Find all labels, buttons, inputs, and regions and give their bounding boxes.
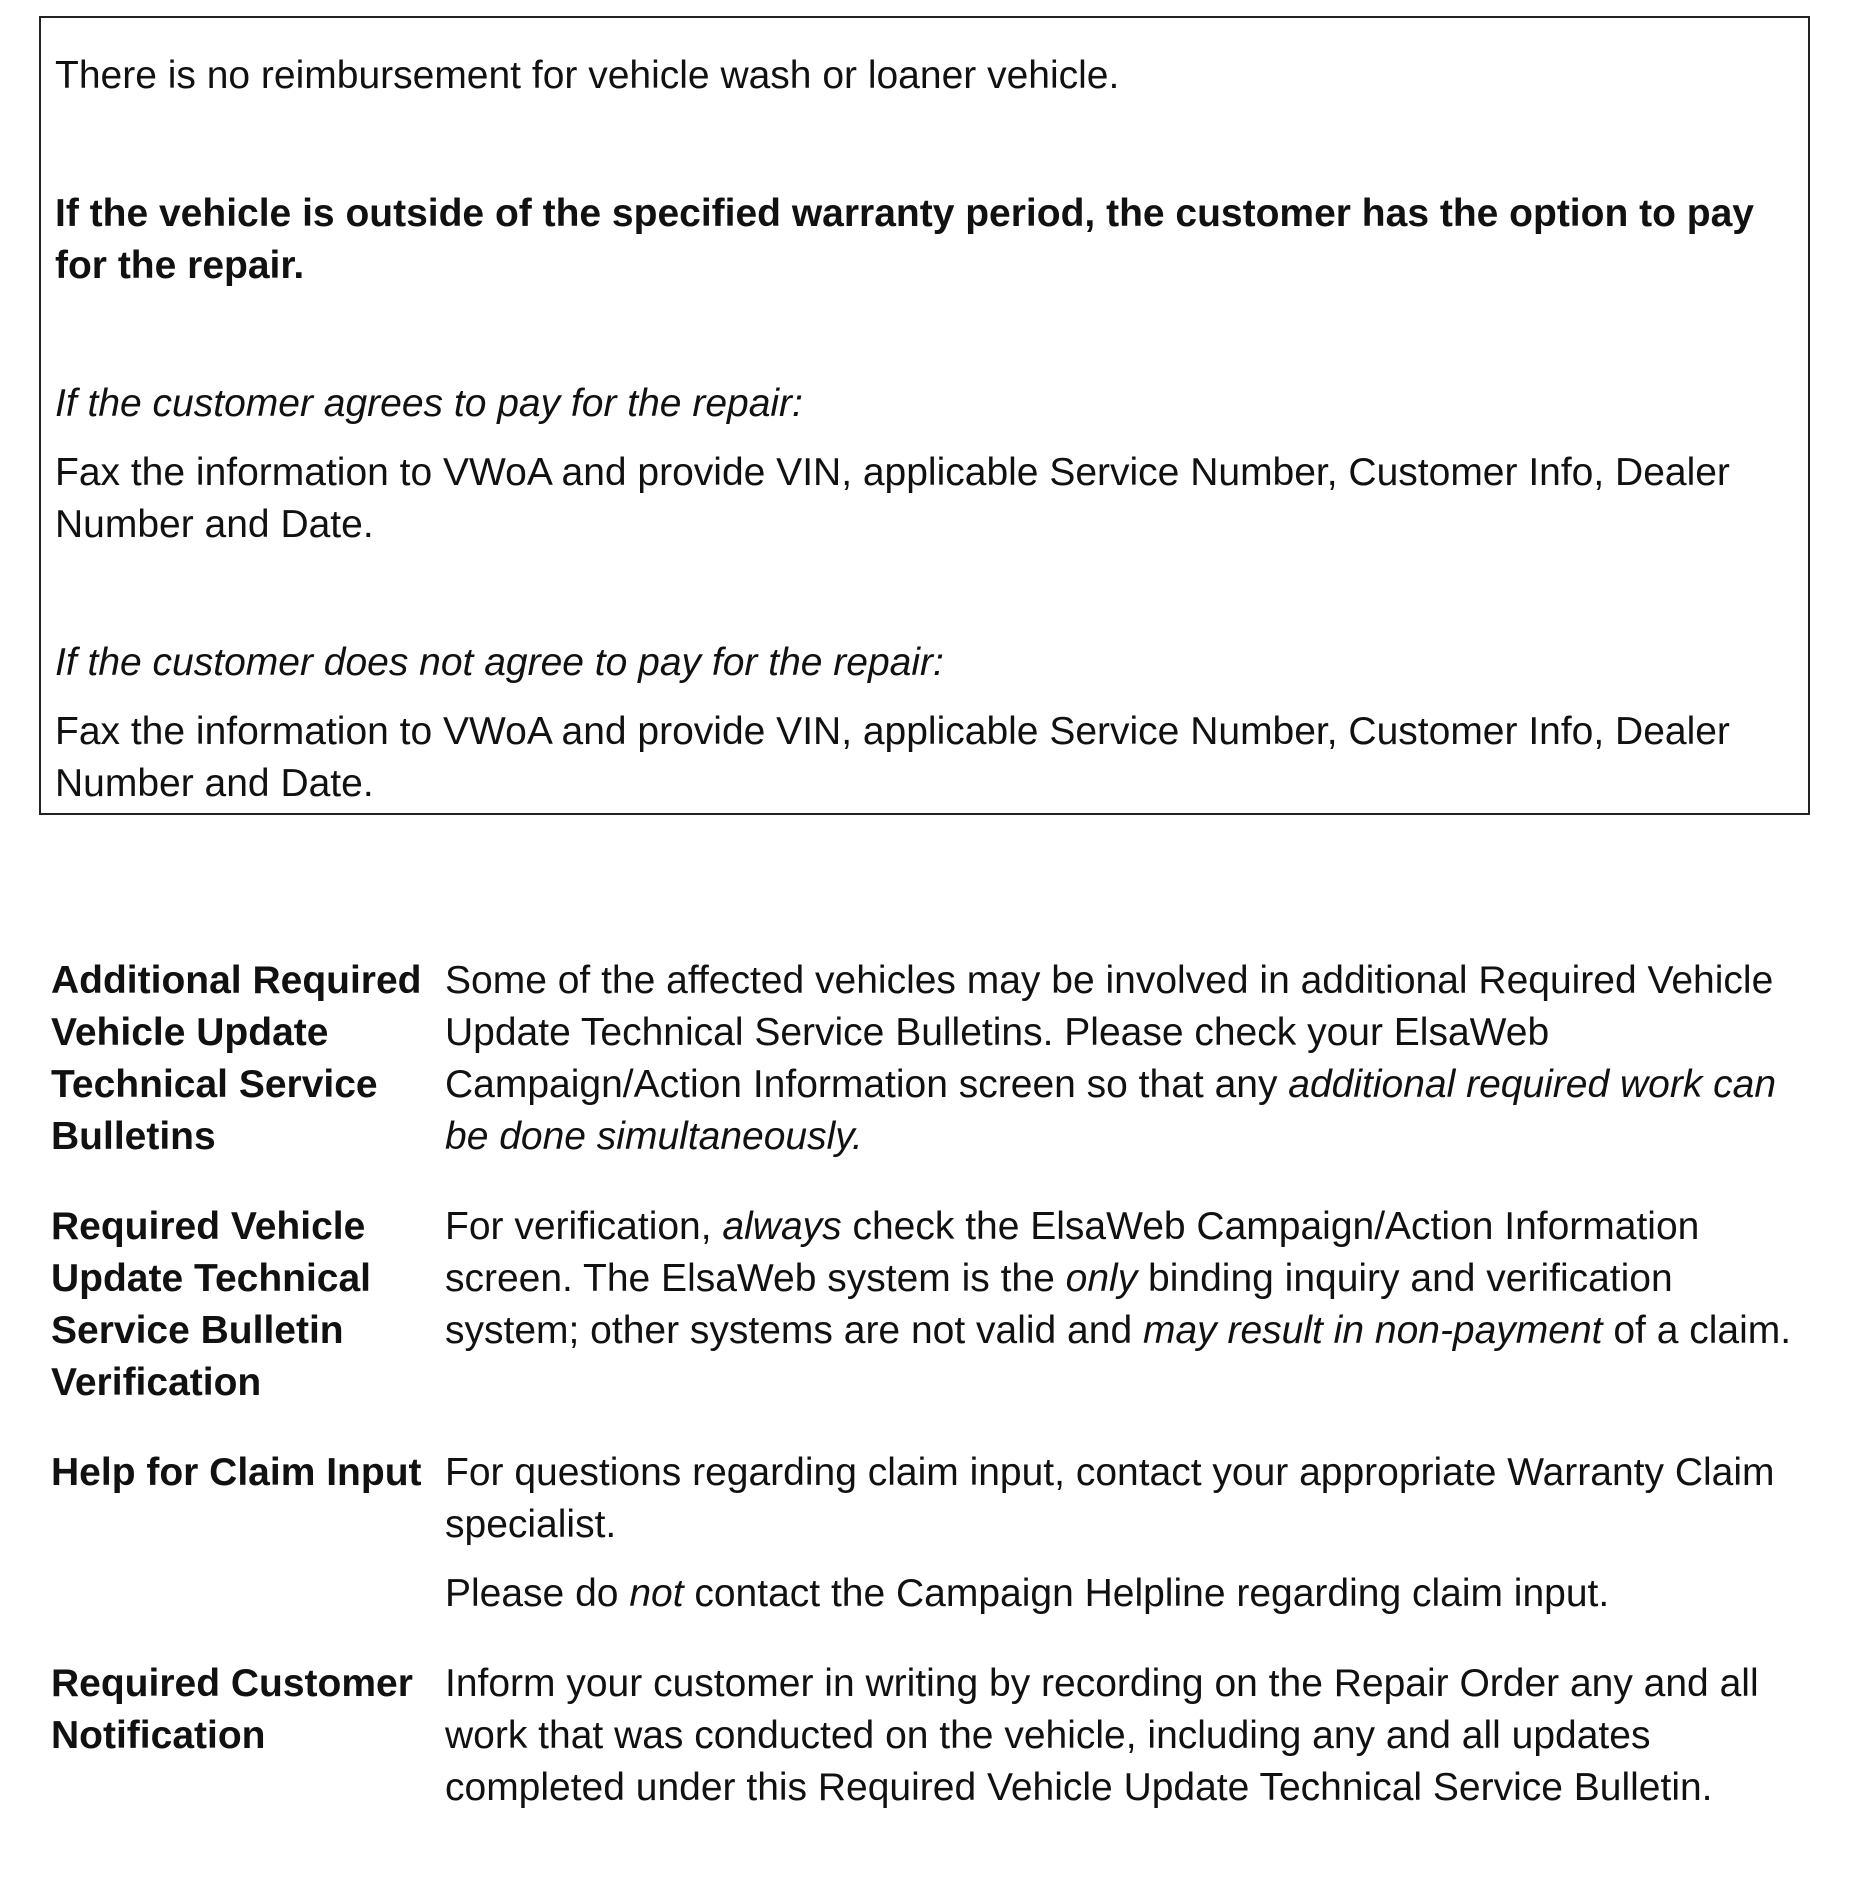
verification-label: Required Vehicle Update Technical Service Bulletin Verification bbox=[51, 1205, 372, 1404]
verification-text-part-1: For verification, bbox=[445, 1205, 723, 1248]
additional-bulletins-text-emphasis: additional required work can be done simultaneously. bbox=[445, 1063, 1777, 1158]
claim-help-row bbox=[51, 1447, 1811, 1620]
customer-notification-row bbox=[51, 1658, 1811, 1814]
claim-help-helpline-part-1: Please do bbox=[445, 1572, 630, 1615]
claim-help-helpline-text bbox=[445, 1568, 1811, 1620]
claim-help-helpline-part-2: contact the Campaign Helpline regarding claim input. bbox=[683, 1572, 1610, 1615]
verification-text-non-payment: may result in non-payment bbox=[1142, 1309, 1603, 1352]
verification-text-part-4: of a claim. bbox=[1602, 1309, 1792, 1352]
additional-bulletins-content bbox=[445, 955, 1811, 1163]
claim-help-label: Help for Claim Input bbox=[51, 1451, 422, 1494]
verification-text bbox=[445, 1201, 1811, 1357]
customer-notification-text: Inform your customer in writing by recording on the Repair Order any and all work that was conducted on the vehicle, including any and all updates completed under this Required Vehicle Update Technical Service Bulletin. bbox=[445, 1662, 1759, 1809]
customer-disagrees-instructions: Fax the information to VWoA and provide VIN, applicable Service Number, Customer Info, Dealer Number and Date. bbox=[55, 710, 1730, 805]
additional-bulletins-text-main: Some of the affected vehicles may be involved in additional Required Vehicle Update Technical Service Bulletins. Please check your ElsaWeb Campaign/Action Information screen so that any bbox=[445, 959, 1774, 1106]
reimbursement-notice-box bbox=[39, 16, 1810, 815]
additional-bulletins-row bbox=[51, 955, 1811, 1163]
verification-row bbox=[51, 1201, 1811, 1409]
bulletin-info-table bbox=[51, 955, 1811, 1814]
warranty-period-note: If the vehicle is outside of the specified warranty period, the customer has the option to pay for the repair. bbox=[55, 192, 1754, 287]
verification-text-always: always bbox=[722, 1205, 842, 1248]
claim-help-contact-text: For questions regarding claim input, contact your appropriate Warranty Claim specialist. bbox=[445, 1451, 1775, 1546]
customer-notification-label: Required Customer Notification bbox=[51, 1662, 413, 1757]
verification-text-only: only bbox=[1065, 1257, 1138, 1300]
customer-agrees-instructions: Fax the information to VWoA and provide VIN, applicable Service Number, Customer Info, Dealer Number and Date. bbox=[55, 451, 1730, 546]
claim-help-helpline-not: not bbox=[629, 1572, 684, 1615]
verification-text-part-2: check the ElsaWeb Campaign/Action Information screen. The ElsaWeb system is the bbox=[445, 1205, 1700, 1300]
claim-help-content bbox=[445, 1447, 1811, 1620]
customer-notification-content bbox=[445, 1658, 1811, 1814]
customer-disagrees-heading: If the customer does not agree to pay for the repair: bbox=[55, 641, 944, 684]
no-reimbursement-text: There is no reimbursement for vehicle wash or loaner vehicle. bbox=[55, 54, 1120, 97]
verification-content bbox=[445, 1201, 1811, 1357]
additional-bulletins-text bbox=[445, 955, 1811, 1163]
additional-bulletins-label: Additional Required Vehicle Update Technical Service Bulletins bbox=[51, 959, 422, 1158]
customer-agrees-heading: If the customer agrees to pay for the repair: bbox=[55, 382, 803, 425]
verification-text-part-3: binding inquiry and verification system; other systems are not valid and bbox=[445, 1257, 1673, 1352]
